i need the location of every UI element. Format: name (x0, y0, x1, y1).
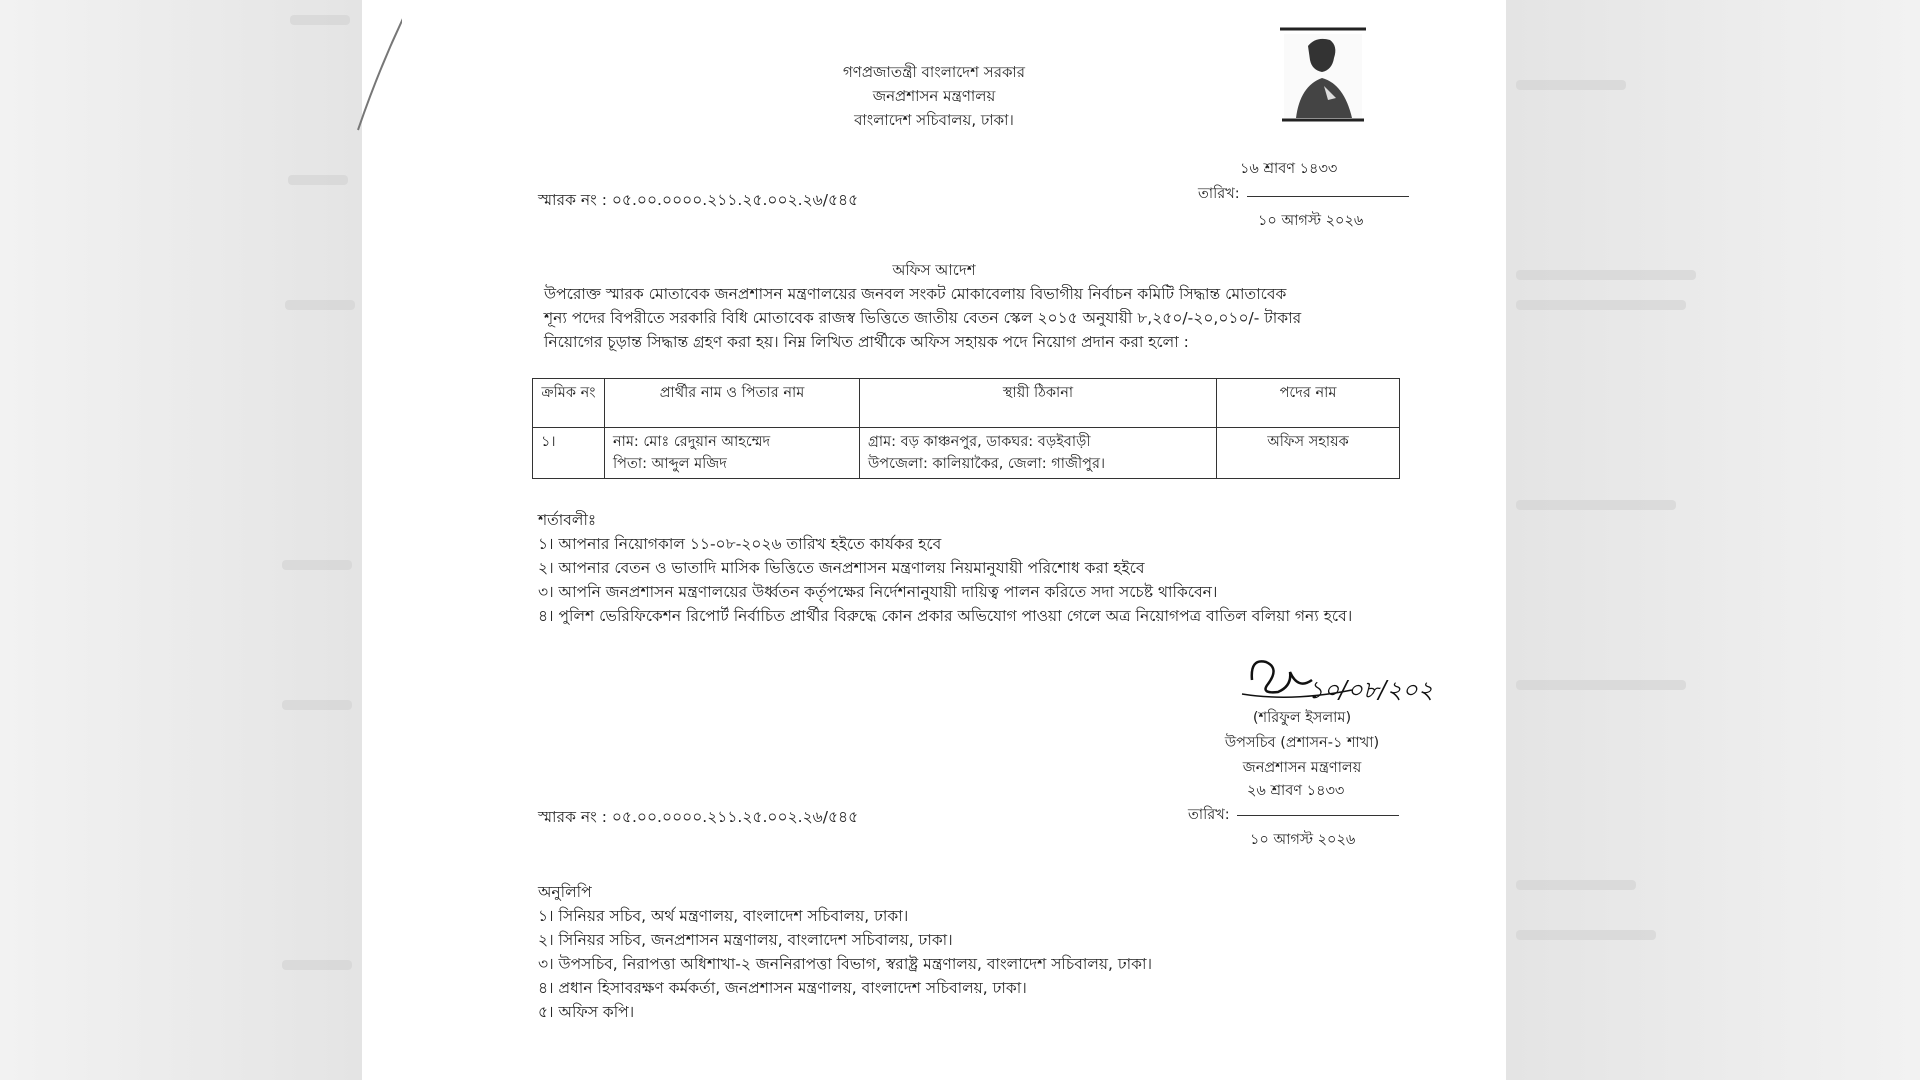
memo-date-label: তারিখ: (1198, 186, 1240, 202)
copy-item: ৩। উপসচিব, নিরাপত্তা অধিশাখা-২ জননিরাপত্তা বিভাগ, স্বরাষ্ট্র মন্ত্রণালয়, বাংলাদেশ সচিবালয়, ঢাকা। (538, 955, 1153, 973)
copy-item: ৫। অফিস কপি। (538, 1003, 635, 1021)
order-title: অফিস আদেশ (892, 261, 976, 279)
memo2-date-bangla: ২৬ শ্রাবণ ১৪৩৩ (1247, 783, 1345, 799)
copy-item: ২। সিনিয়র সচিব, জনপ্রশাসন মন্ত্রণালয়, বাংলাদেশ সচিবালয়, ঢাকা। (538, 931, 953, 949)
copy-item: ১। সিনিয়র সচিব, অর্থ মন্ত্রণালয়, বাংলাদেশ সচিবালয়, ঢাকা। (538, 907, 909, 925)
row-post: অফিস সহায়ক (1217, 428, 1400, 479)
date-underline (1237, 815, 1399, 816)
condition-item: ১। আপনার নিয়োগকাল ১১-০৮-২০২৬ তারিখ হইতে কার্যকর হবে (538, 535, 942, 553)
condition-item: ২। আপনার বেতন ও ভাতাদি মাসিক ভিত্তিতে জনপ্রশাসন মন্ত্রণালয় নিয়মানুযায়ী পরিশোধ করা হইবে (538, 559, 1145, 577)
signature-date: ১০/০৮/২০২ (1308, 676, 1434, 704)
address-line: উপজেলা: কালিয়াকৈর, জেলা: গাজীপুর। (868, 456, 1106, 472)
table-row (533, 428, 1400, 479)
memo2-date-label: তারিখ: (1188, 807, 1230, 823)
table-header: প্রার্থীর নাম ও পিতার নাম (605, 379, 860, 428)
row-name-cell (605, 428, 860, 479)
ghost-line (282, 700, 352, 710)
document-page (362, 0, 1506, 1080)
table-header: ক্রমিক নং (533, 379, 605, 428)
copies-title: অনুলিপি (538, 883, 592, 901)
row-address-cell (860, 428, 1217, 479)
row-serial: ১। (533, 428, 605, 479)
memo-date-bangla: ১৬ শ্রাবণ ১৪৩৩ (1240, 161, 1338, 177)
date-underline (1247, 196, 1409, 197)
ghost-line (1516, 880, 1636, 890)
header-line-government: গণপ্রজাতন্ত্রী বাংলাদেশ সরকার (842, 63, 1026, 81)
background-right (1506, 0, 1920, 1080)
memo2-reference: স্মারক নং : ০৫.০০.০০০০.২১১.২৫.০০২.২৬/৫৪৫ (538, 808, 859, 826)
ghost-line (1516, 930, 1656, 940)
header-line-secretariat: বাংলাদেশ সচিবালয়, ঢাকা। (854, 111, 1014, 129)
copy-item: ৪। প্রধান হিসাবরক্ষণ কর্মকর্তা, জনপ্রশাসন মন্ত্রণালয়, বাংলাদেশ সচিবালয়, ঢাকা। (538, 979, 1027, 997)
table-header-row (533, 379, 1400, 428)
ghost-line (282, 960, 352, 970)
header-line-ministry: জনপ্রশাসন মন্ত্রণালয় (872, 87, 996, 105)
condition-item: ৩। আপনি জনপ্রশাসন মন্ত্রণালয়ের উর্ধ্বতন কর্তৃপক্ষের নির্দেশনানুযায়ী দায়িত্ব পালন করিতে সদা সচেষ্ট থাকিবেন। (538, 583, 1218, 601)
memo-date-english: ১০ আগস্ট ২০২৬ (1258, 213, 1364, 229)
ghost-line (290, 15, 350, 25)
ghost-line (1516, 680, 1686, 690)
conditions-title: শর্তাবলীঃ (538, 511, 597, 529)
candidate-name: নাম: মোঃ রেদুয়ান আহম্মেদ (613, 434, 771, 450)
signatory-block (1182, 706, 1422, 781)
table-header: পদের নাম (1217, 379, 1400, 428)
copies-section (538, 880, 1418, 1024)
ghost-line (1516, 300, 1686, 310)
conditions-section (538, 508, 1358, 628)
signatory-ministry: জনপ্রশাসন মন্ত্রণালয় (1242, 760, 1362, 776)
candidate-table (532, 378, 1400, 479)
ghost-line (282, 560, 352, 570)
portrait-emblem-icon (1278, 26, 1368, 126)
signatory-name: (শরিফুল ইসলাম) (1252, 710, 1352, 726)
ghost-line (1516, 80, 1626, 90)
signatory-designation: উপসচিব (প্রশাসন-১ শাখা) (1224, 735, 1380, 751)
memo2-date-english: ১০ আগস্ট ২০২৬ (1250, 832, 1356, 848)
order-body: উপরোক্ত স্মারক মোতাবেক জনপ্রশাসন মন্ত্রণালয়ের জনবল সংকট মোকাবেলায় বিভাগীয় নির্বাচন কমিটি সিদ্ধান্ত মোতাবেক শূন্য পদের বিপরীতে সরকারি বিধি মোতাবেক রাজস্ব ভিত্তিতে জাতীয় বেতন স্কেল ২০১৫ অনুযায়ী ৮,২৫০/-২০,০১০/- টাকার নিয়োগের চূড়ান্ত সিদ্ধান্ত গ্রহণ করা হয়। নিম্ন লিখিত প্রার্থীকে অফিস সহায়ক পদে নিয়োগ প্রদান করা হলো : (544, 285, 1302, 351)
ghost-line (1516, 500, 1676, 510)
ghost-line (285, 300, 355, 310)
ghost-line (288, 175, 348, 185)
table-header: স্থায়ী ঠিকানা (860, 379, 1217, 428)
ghost-line (1516, 270, 1696, 280)
memo-reference: স্মারক নং : ০৫.০০.০০০০.২১১.২৫.০০২.২৬/৫৪৫ (538, 191, 859, 209)
condition-item: ৪। পুলিশ ভেরিফিকেশন রিপোর্ট নির্বাচিত প্রার্থীর বিরুদ্ধে কোন প্রকার অভিযোগ পাওয়া গেলে অত্র নিয়োগপত্র বাতিল বলিয়া গন্য হবে। (538, 607, 1353, 625)
address-line: গ্রাম: বড় কাঞ্চনপুর, ডাকঘর: বড়ইবাড়ী (868, 434, 1091, 450)
candidate-father: পিতা: আব্দুল মজিদ (613, 456, 727, 472)
background-left (0, 0, 362, 1080)
